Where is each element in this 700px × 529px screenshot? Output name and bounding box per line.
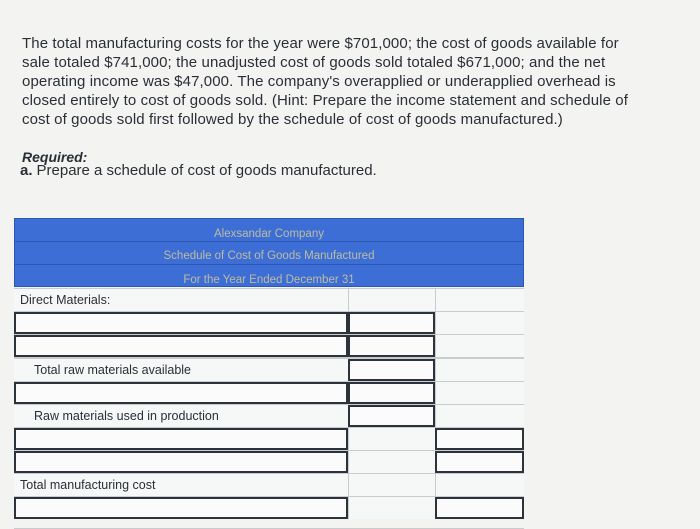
table-row xyxy=(14,450,524,473)
schedule-period: For the Year Ended December 31 xyxy=(183,274,355,286)
table-row xyxy=(14,473,524,496)
amount-input[interactable] xyxy=(435,451,524,473)
company-name: Alexsandar Company xyxy=(214,228,324,240)
schedule-header xyxy=(14,218,524,287)
part-letter: a. xyxy=(20,162,33,179)
amount-input[interactable] xyxy=(435,428,524,450)
label-input[interactable] xyxy=(14,335,348,357)
amount-input[interactable] xyxy=(348,335,435,357)
table-row xyxy=(14,404,524,427)
amount-input[interactable] xyxy=(348,359,435,381)
amount-input[interactable] xyxy=(348,405,435,427)
table-row xyxy=(14,427,524,450)
amount-input[interactable] xyxy=(348,312,435,334)
schedule-title: Schedule of Cost of Goods Manufactured xyxy=(163,250,375,262)
table-row xyxy=(14,358,524,381)
table-row xyxy=(14,288,524,311)
header-divider xyxy=(15,241,523,242)
required-label: Required: xyxy=(22,149,88,165)
table-row xyxy=(14,381,524,404)
raw-used-label: Raw materials used in production xyxy=(34,409,219,423)
problem-text: The total manufacturing costs for the year were $701,000; the cost of goods available for sale totaled $741,000; the unadjusted cost of goods sold totaled $671,000; and the net operating income was $47,000. The company's overapplied or underapplied overhead is closed entirely to cost of goods sold. (Hint: Prepare the income statement and schedule of cost of goods sold first followed by the schedule of cost of goods manufactured.) xyxy=(22,35,628,128)
label-input[interactable] xyxy=(14,312,348,334)
table-row xyxy=(14,496,524,519)
label-input[interactable] xyxy=(14,428,348,450)
header-divider xyxy=(15,264,523,265)
amount-input[interactable] xyxy=(435,497,524,519)
amount-input[interactable] xyxy=(348,382,435,404)
total-raw-label: Total raw materials available xyxy=(34,363,192,377)
part-a xyxy=(20,162,377,179)
total-mfg-label: Total manufacturing cost xyxy=(20,478,156,492)
label-input[interactable] xyxy=(14,382,348,404)
label-input[interactable] xyxy=(14,497,348,519)
direct-materials-label: Direct Materials: xyxy=(20,293,111,307)
label-input[interactable] xyxy=(14,451,348,473)
part-text: Prepare a schedule of cost of goods manufactured. xyxy=(36,162,377,179)
table-row xyxy=(14,334,524,357)
schedule-table xyxy=(14,218,524,529)
table-row xyxy=(14,311,524,334)
